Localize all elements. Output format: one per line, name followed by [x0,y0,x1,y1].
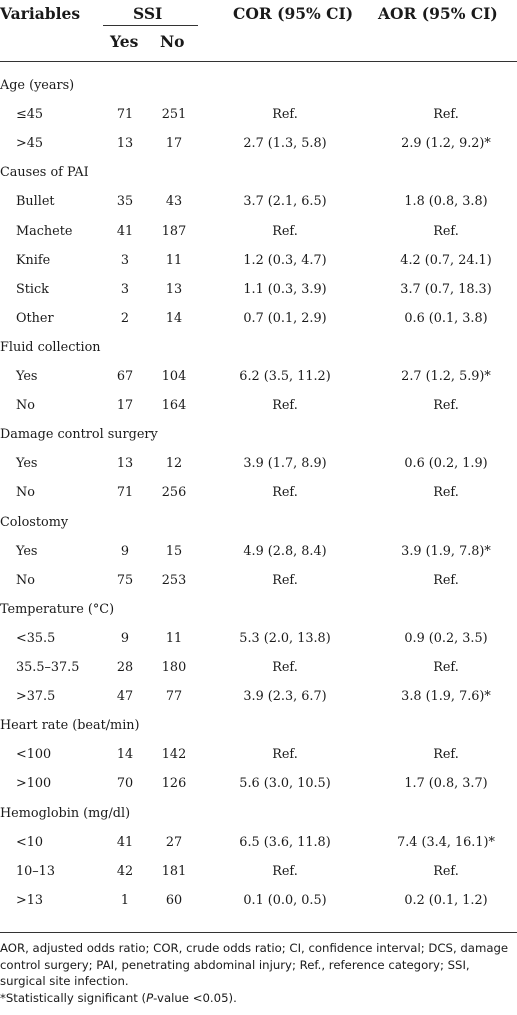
row-label: <35.5 [16,631,56,646]
aor-value: 4.2 (0.7, 24.1) [400,253,492,268]
cor-value: 4.9 (2.8, 8.4) [243,544,327,559]
table-footnote [0,940,512,1006]
ssi-no-value: 142 [161,747,187,762]
row-label: Machete [16,224,73,239]
aor-value: 0.2 (0.1, 1.2) [404,893,488,908]
header-bottom-rule [0,61,517,62]
ssi-no-value: 27 [165,835,183,850]
aor-value: 2.7 (1.2, 5.9)* [401,369,491,384]
ssi-yes-value: 3 [120,282,130,297]
ssi-no-value: 11 [165,631,183,646]
ssi-no-value: 17 [165,136,183,151]
ssi-yes-value: 1 [120,893,130,908]
group-label: Temperature (°C) [0,602,115,617]
row-label: Yes [16,544,38,559]
row-label: Stick [16,282,49,297]
cor-value: Ref. [272,573,298,588]
cor-value: 1.1 (0.3, 3.9) [243,282,327,297]
ssi-no-value: 43 [165,194,183,209]
ssi-no-value: 253 [161,573,187,588]
cor-value: 3.7 (2.1, 6.5) [243,194,327,209]
significance-note: *Statistically significant (P-value <0.05). [0,990,237,1005]
header-no: No [160,32,185,51]
row-label: Bullet [16,194,55,209]
row-label: No [16,573,35,588]
group-label: Fluid collection [0,340,101,355]
cor-value: 2.7 (1.3, 5.8) [243,136,327,151]
ssi-subheader-rule [103,25,198,26]
ssi-no-value: 12 [165,456,183,471]
cor-value: 0.7 (0.1, 2.9) [243,311,327,326]
row-label: <100 [16,747,52,762]
aor-value: 7.4 (3.4, 16.1)* [397,835,495,850]
cor-value: 0.1 (0.0, 0.5) [243,893,327,908]
cor-value: 5.3 (2.0, 13.8) [239,631,331,646]
cor-value: 1.2 (0.3, 4.7) [243,253,327,268]
ssi-no-value: 15 [165,544,183,559]
header-yes: Yes [110,32,139,51]
ssi-no-value: 13 [165,282,183,297]
cor-value: 3.9 (2.3, 6.7) [243,689,327,704]
cor-value: Ref. [272,747,298,762]
aor-value: 0.6 (0.1, 3.8) [404,311,488,326]
ssi-no-value: 60 [165,893,183,908]
ssi-yes-value: 3 [120,253,130,268]
ssi-no-value: 180 [161,660,187,675]
ssi-yes-value: 35 [116,194,134,209]
cor-value: Ref. [272,107,298,122]
row-label: 10–13 [16,864,55,879]
ssi-yes-value: 75 [116,573,134,588]
cor-value: Ref. [272,224,298,239]
ssi-yes-value: 2 [120,311,130,326]
aor-value: Ref. [433,660,459,675]
aor-value: 1.7 (0.8, 3.7) [404,776,488,791]
aor-value: 2.9 (1.2, 9.2)* [401,136,491,151]
ssi-yes-value: 9 [120,544,130,559]
ssi-no-value: 11 [165,253,183,268]
aor-value: Ref. [433,107,459,122]
ssi-no-value: 187 [161,224,187,239]
cor-value: Ref. [272,398,298,413]
aor-value: Ref. [433,224,459,239]
ssi-yes-value: 13 [116,136,134,151]
ssi-no-value: 14 [165,311,183,326]
group-label: Hemoglobin (mg/dl) [0,806,131,821]
group-label: Colostomy [0,515,69,530]
header-variables: Variables [0,4,81,23]
ssi-no-value: 164 [161,398,187,413]
cor-value: Ref. [272,864,298,879]
row-label: <10 [16,835,44,850]
aor-value: 0.9 (0.2, 3.5) [404,631,488,646]
cor-value: 6.2 (3.5, 11.2) [239,369,331,384]
ssi-no-value: 77 [165,689,183,704]
table-bottom-rule [0,932,517,933]
abbreviations-note: AOR, adjusted odds ratio; COR, crude odds ratio; CI, confidence interval; DCS, damage control surgery; PAI, penetrating abdominal injury; Ref., reference category; SSI, surgical site infection. [0,941,509,988]
ssi-yes-value: 71 [116,485,134,500]
row-label: Other [16,311,54,326]
row-label: >100 [16,776,52,791]
aor-value: Ref. [433,864,459,879]
ssi-yes-value: 71 [116,107,134,122]
ssi-no-value: 104 [161,369,187,384]
aor-value: 3.7 (0.7, 18.3) [400,282,492,297]
ssi-no-value: 181 [161,864,187,879]
cor-value: 5.6 (3.0, 10.5) [239,776,331,791]
cor-value: 3.9 (1.7, 8.9) [243,456,327,471]
row-label: >13 [16,893,44,908]
ssi-yes-value: 28 [116,660,134,675]
ssi-yes-value: 13 [116,456,134,471]
row-label: No [16,485,35,500]
ssi-yes-value: 41 [116,224,134,239]
aor-value: 0.6 (0.2, 1.9) [404,456,488,471]
row-label: Yes [16,456,38,471]
header-aor: AOR (95% CI) [378,4,498,23]
cor-value: Ref. [272,485,298,500]
ssi-yes-value: 67 [116,369,134,384]
aor-value: Ref. [433,573,459,588]
cor-value: Ref. [272,660,298,675]
group-label: Causes of PAI [0,165,89,180]
ssi-yes-value: 47 [116,689,134,704]
aor-value: Ref. [433,398,459,413]
row-label: No [16,398,35,413]
ssi-yes-value: 14 [116,747,134,762]
group-label: Heart rate (beat/min) [0,718,140,733]
row-label: 35.5–37.5 [16,660,80,675]
row-label: >37.5 [16,689,56,704]
ssi-no-value: 126 [161,776,187,791]
ssi-yes-value: 70 [116,776,134,791]
header-cor: COR (95% CI) [233,4,354,23]
ssi-no-value: 256 [161,485,187,500]
row-label: >45 [16,136,44,151]
aor-value: Ref. [433,747,459,762]
group-label: Damage control surgery [0,427,158,442]
aor-value: 3.9 (1.9, 7.8)* [401,544,491,559]
ssi-yes-value: 17 [116,398,134,413]
aor-value: Ref. [433,485,459,500]
aor-value: 3.8 (1.9, 7.6)* [401,689,491,704]
ssi-yes-value: 41 [116,835,134,850]
row-label: ≤45 [16,107,44,122]
cor-value: 6.5 (3.6, 11.8) [239,835,331,850]
ssi-yes-value: 42 [116,864,134,879]
aor-value: 1.8 (0.8, 3.8) [404,194,488,209]
ssi-no-value: 251 [161,107,187,122]
row-label: Yes [16,369,38,384]
row-label: Knife [16,253,51,268]
group-label: Age (years) [0,78,75,93]
ssi-yes-value: 9 [120,631,130,646]
header-ssi: SSI [133,4,163,23]
